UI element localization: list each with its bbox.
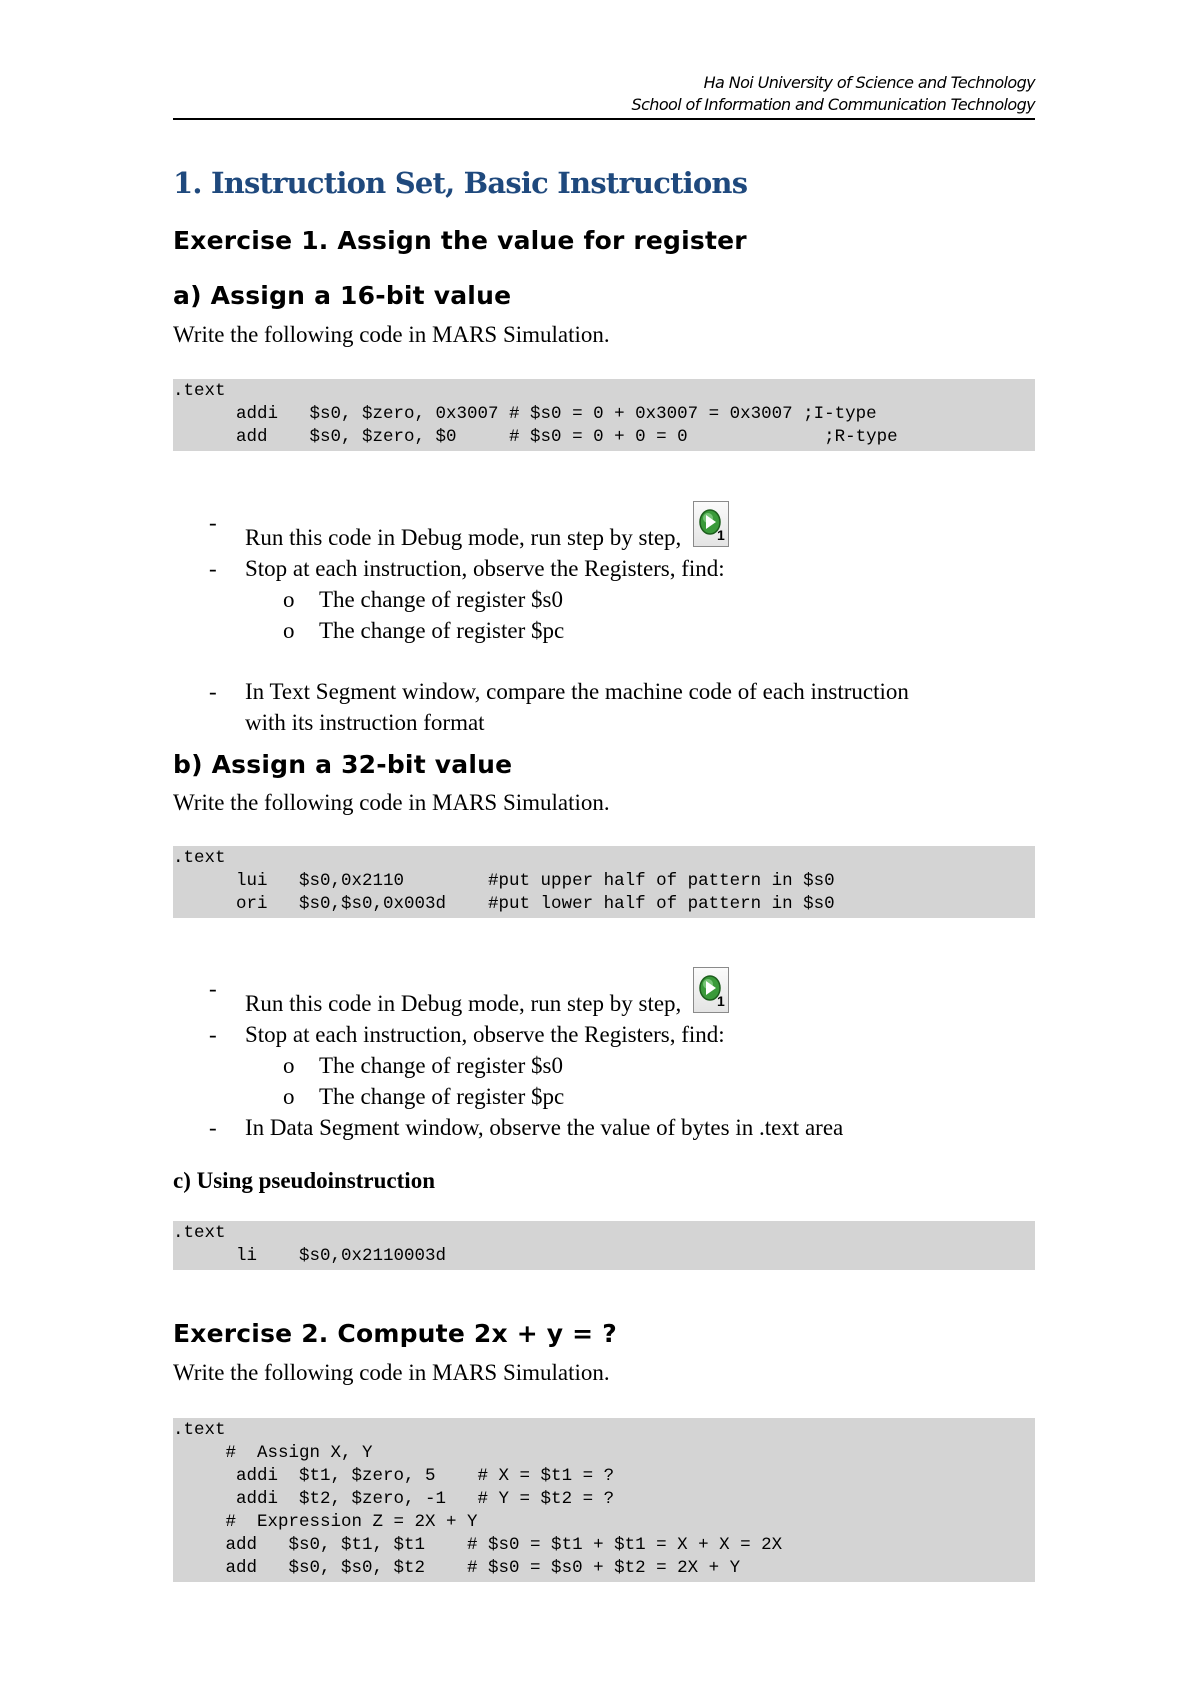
bullet-text: Run this code in Debug mode, run step by step, [245,991,682,1016]
list-item [173,1019,1035,1050]
header-school: School of Information and Communication Technology [631,95,1035,114]
part-c-code-block: .text li $s0,0x2110003d [173,1221,1035,1270]
bullet-circle: o [283,1084,295,1109]
bullet-text: In Data Segment window, observe the value of bytes in .text area [245,1115,844,1140]
run-step-icon[interactable] [693,967,729,1013]
bullet-dash: - [209,1022,217,1047]
header-rule [173,118,1035,120]
list-item [173,1112,1035,1143]
part-b-code-block: .text lui $s0,0x2110 #put upper half of pattern in $s0 ori $s0,$s0,0x003d #put lower half of pattern in $s0 [173,846,1035,918]
bullet-text: with its instruction format [245,710,485,735]
exercise2-title: Exercise 2. Compute 2x + y = ? [173,1319,617,1348]
list-subitem [173,1050,1035,1081]
page-header [632,72,1035,116]
part-a-intro: Write the following code in MARS Simulation. [173,322,610,347]
bullet-dash: - [209,1115,217,1140]
list-subitem [173,584,1035,615]
list-item [173,553,1035,584]
bullet-text: The change of register $s0 [319,587,563,612]
bullet-text: The change of register $s0 [319,1053,563,1078]
bullet-text: In Text Segment window, compare the machine code of each instruction [245,679,909,704]
bullet-dash: - [209,556,217,581]
list-item-continuation [173,707,1035,738]
part-b-bullets [173,973,1035,1143]
bullet-text: Run this code in Debug mode, run step by step, [245,525,682,550]
part-b-title: b) Assign a 32-bit value [173,750,513,779]
bullet-text: Stop at each instruction, observe the Registers, find: [245,556,725,581]
exercise2-intro: Write the following code in MARS Simulation. [173,1360,610,1385]
bullet-circle: o [283,1053,295,1078]
part-a-code-block: .text addi $s0, $zero, 0x3007 # $s0 = 0 + 0x3007 = 0x3007 ;I-type add $s0, $zero, $0 # $s0 = 0 + 0 = 0 ;R-type [173,379,1035,451]
bullet-dash: - [209,976,217,1001]
list-subitem [173,615,1035,646]
header-university: Ha Noi University of Science and Technology [703,73,1035,92]
run-step-icon[interactable] [693,501,729,547]
svg-text:1: 1 [717,527,725,543]
bullet-circle: o [283,618,295,643]
exercise2-code-block: .text # Assign X, Y addi $t1, $zero, 5 # X = $t1 = ? addi $t2, $zero, -1 # Y = $t2 = ? # Expression Z = 2X + Y add $s0, $t1, $t1 # $s0 = $t1 + $t1 = X + X = 2X add $s0, $s0, $t2 # $s0 = $s0 + $t2 = 2X + Y [173,1418,1035,1582]
list-item [173,507,1035,553]
part-c-title: c) Using pseudoinstruction [173,1168,435,1193]
bullet-text: The change of register $pc [319,1084,565,1109]
bullet-dash: - [209,510,217,535]
list-subitem [173,1081,1035,1112]
svg-text:1: 1 [717,993,725,1009]
bullet-text: The change of register $pc [319,618,565,643]
chapter-title: 1. Instruction Set, Basic Instructions [173,166,748,200]
part-a-title: a) Assign a 16-bit value [173,281,512,310]
bullet-dash: - [209,679,217,704]
part-b-intro: Write the following code in MARS Simulation. [173,790,610,815]
exercise1-title: Exercise 1. Assign the value for register [173,226,747,255]
bullet-text: Stop at each instruction, observe the Registers, find: [245,1022,725,1047]
part-a-bullets [173,507,1035,738]
list-item [173,676,1035,707]
list-item [173,973,1035,1019]
bullet-circle: o [283,587,295,612]
